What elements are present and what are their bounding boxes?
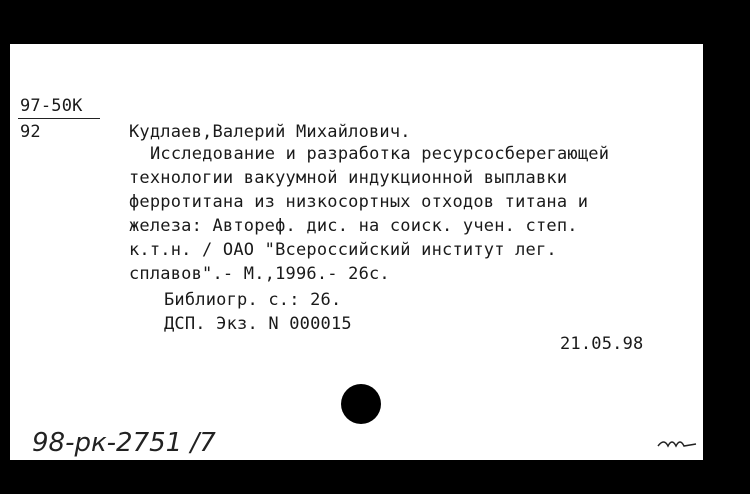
author: Кудлаев,Валерий Михайлович. — [129, 122, 411, 142]
date-stamp: 21.05.98 — [560, 334, 644, 354]
divider-line — [18, 118, 100, 119]
catalog-card — [10, 44, 703, 460]
title-line-1: Исследование и разработка ресурсосберегающей — [150, 144, 610, 164]
title-line-4: железа: Автореф. дис. на соиск. учен. степ. — [129, 216, 578, 236]
handwritten-code: 98-рк-2751 /7 — [32, 428, 216, 458]
title-line-2: технологии вакуумной индукционной выплавки — [129, 168, 568, 188]
title-line-5: к.т.н. / ОАО "Всероссийский институт лег. — [129, 240, 557, 260]
inventory-number: ДСП. Экз. N 000015 — [164, 314, 352, 334]
shelf-code: 97-50K — [20, 96, 83, 116]
handwritten-mark-icon — [656, 436, 698, 452]
bibliography: Библиогр. с.: 26. — [164, 290, 342, 310]
title-line-6: сплавов".- М.,1996.- 26с. — [129, 264, 390, 284]
card-number: 92 — [20, 122, 41, 142]
punch-hole — [341, 384, 381, 424]
title-line-3: ферротитана из низкосортных отходов титана и — [129, 192, 589, 212]
